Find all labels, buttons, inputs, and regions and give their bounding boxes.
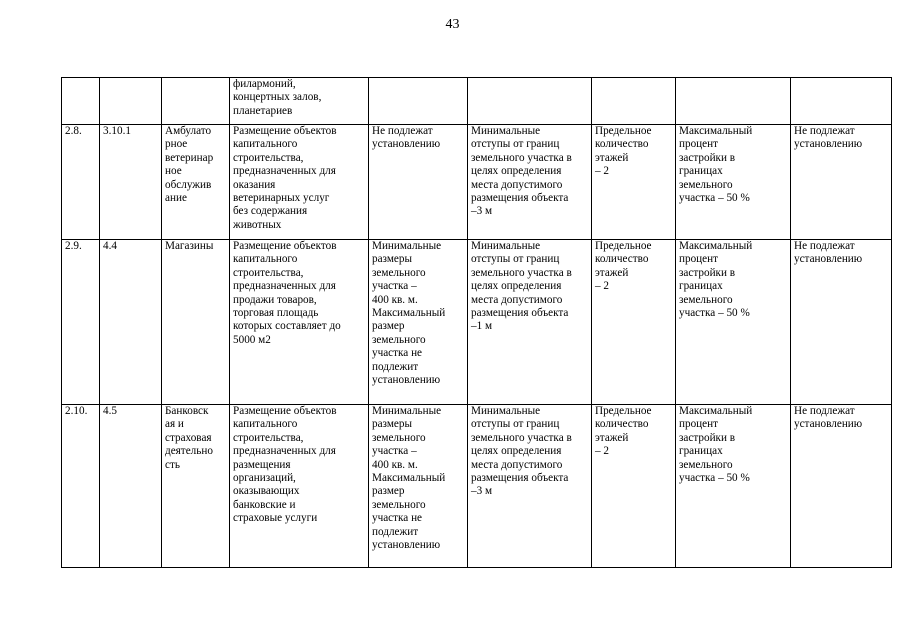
- cell-number: [62, 78, 100, 125]
- cell-code: 4.4: [100, 240, 162, 405]
- cell-other: Не подлежат установлению: [791, 125, 892, 240]
- cell-use-type: Амбулато рное ветеринар ное обслужив ание: [162, 125, 230, 240]
- table-row: [62, 78, 892, 125]
- table-row: [62, 405, 892, 568]
- cell-use-type: Магазины: [162, 240, 230, 405]
- cell-use-type: Банковск ая и страховая деятельно сть: [162, 405, 230, 568]
- cell-plot-size: [369, 78, 468, 125]
- cell-setbacks: Минимальные отступы от границ земельного участка в целях определения места допустимого размещения объекта –1 м: [468, 240, 592, 405]
- page-number: 43: [445, 17, 460, 32]
- cell-code: 4.5: [100, 405, 162, 568]
- cell-coverage: Максимальный процент застройки в границах земельного участка – 50 %: [676, 405, 791, 568]
- cell-plot-size: Минимальные размеры земельного участка – 400 кв. м. Максимальный размер земельного участка не подлежит установлению: [369, 240, 468, 405]
- cell-floors: [592, 78, 676, 125]
- cell-floors: Предельное количество этажей – 2: [592, 240, 676, 405]
- table-row: [62, 240, 892, 405]
- cell-setbacks: Минимальные отступы от границ земельного участка в целях определения места допустимого размещения объекта –3 м: [468, 405, 592, 568]
- cell-number: 2.9.: [62, 240, 100, 405]
- cell-description: Размещение объектов капитального строительства, предназначенных для продажи товаров, торговая площадь которых составляет до 5000 м2: [230, 240, 369, 405]
- zoning-table: [61, 77, 892, 568]
- cell-plot-size: Не подлежат установлению: [369, 125, 468, 240]
- cell-coverage: [676, 78, 791, 125]
- cell-use-type: [162, 78, 230, 125]
- cell-code: [100, 78, 162, 125]
- cell-number: 2.10.: [62, 405, 100, 568]
- cell-other: Не подлежат установлению: [791, 405, 892, 568]
- cell-description: филармоний, концертных залов, планетариев: [230, 78, 369, 125]
- cell-setbacks: [468, 78, 592, 125]
- cell-other: [791, 78, 892, 125]
- cell-floors: Предельное количество этажей – 2: [592, 405, 676, 568]
- cell-plot-size: Минимальные размеры земельного участка – 400 кв. м. Максимальный размер земельного участка не подлежит установлению: [369, 405, 468, 568]
- cell-floors: Предельное количество этажей – 2: [592, 125, 676, 240]
- cell-code: 3.10.1: [100, 125, 162, 240]
- table-row: [62, 125, 892, 240]
- cell-number: 2.8.: [62, 125, 100, 240]
- cell-description: Размещение объектов капитального строительства, предназначенных для размещения организаций, оказывающих банковские и страховые услуги: [230, 405, 369, 568]
- cell-coverage: Максимальный процент застройки в границах земельного участка – 50 %: [676, 240, 791, 405]
- cell-description: Размещение объектов капитального строительства, предназначенных для оказания ветеринарных услуг без содержания животных: [230, 125, 369, 240]
- cell-coverage: Максимальный процент застройки в границах земельного участка – 50 %: [676, 125, 791, 240]
- cell-other: Не подлежат установлению: [791, 240, 892, 405]
- cell-setbacks: Минимальные отступы от границ земельного участка в целях определения места допустимого размещения объекта –3 м: [468, 125, 592, 240]
